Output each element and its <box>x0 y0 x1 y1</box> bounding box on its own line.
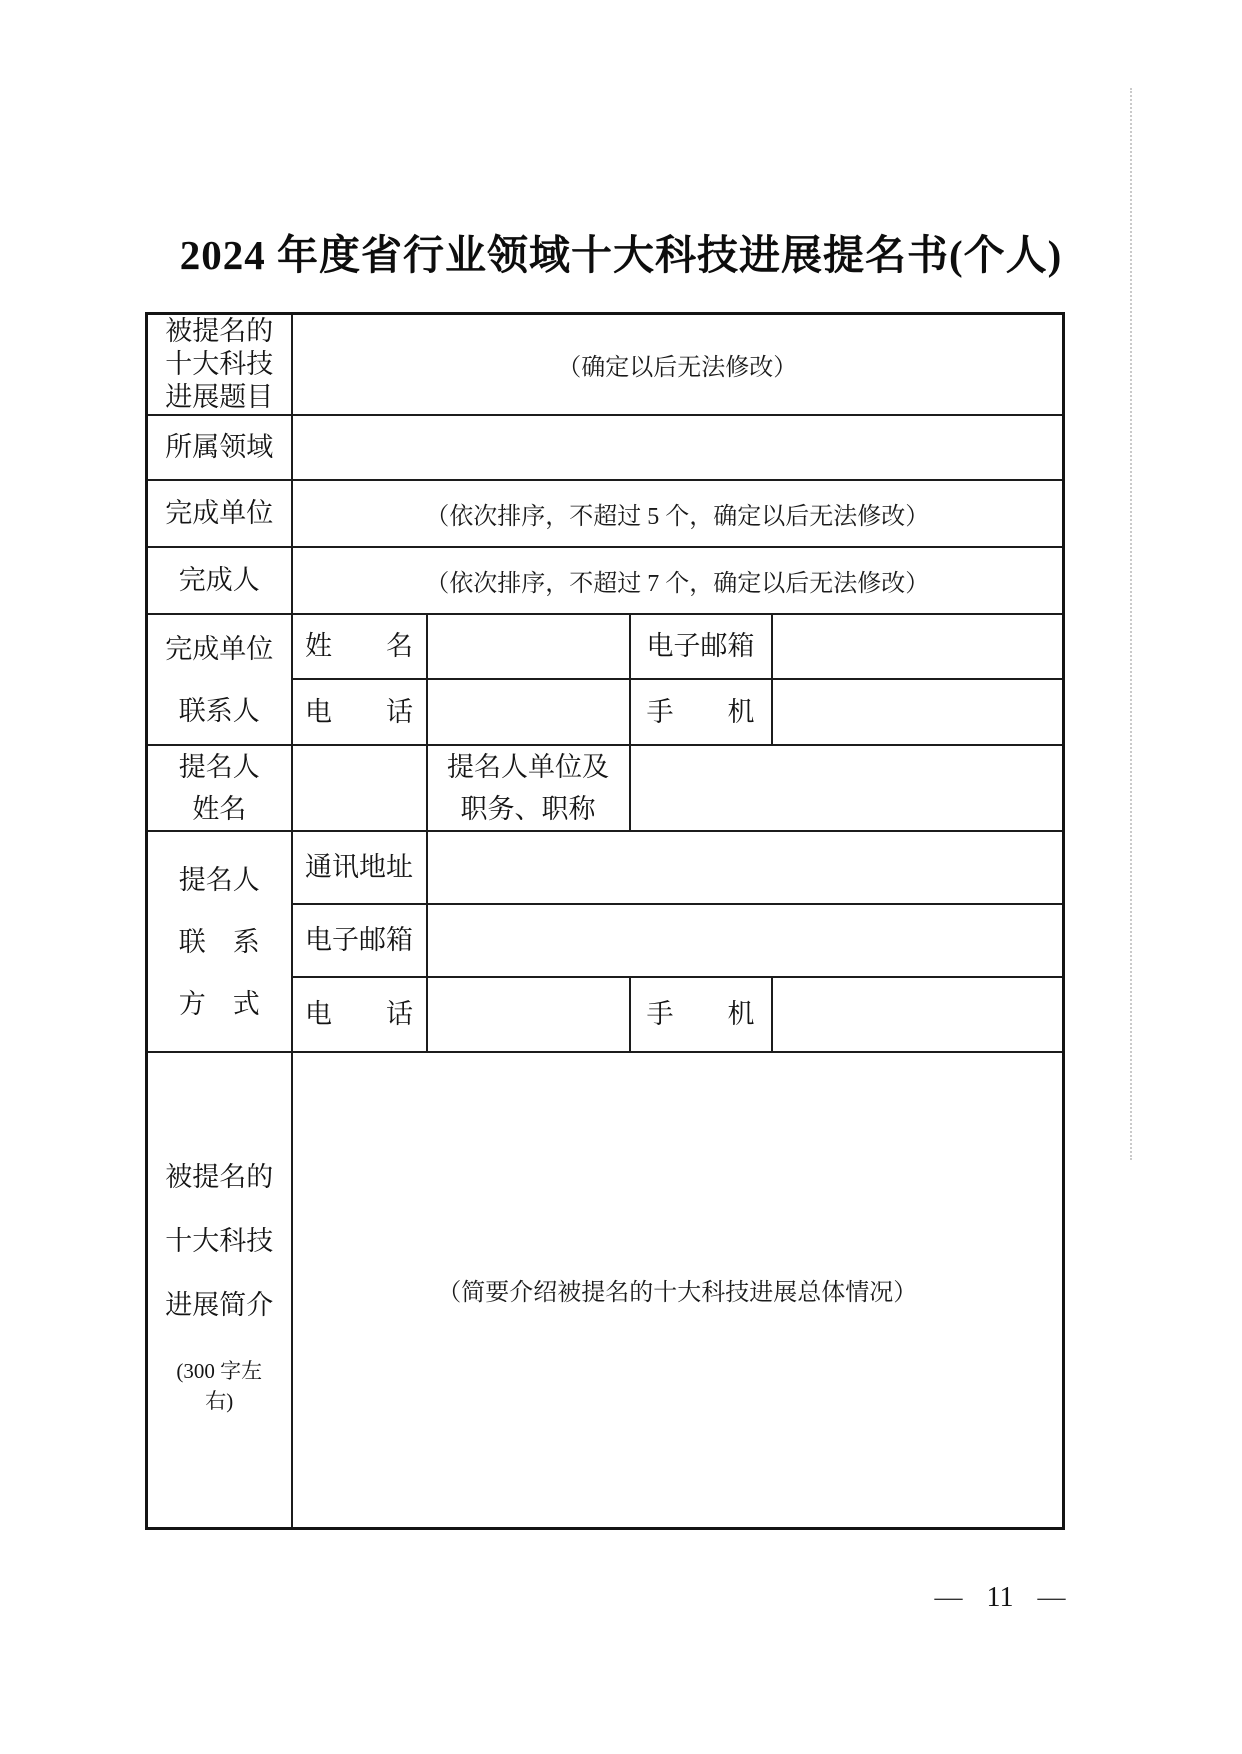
unit-contact-label: 完成单位 联系人 <box>147 614 292 745</box>
nomination-form-table <box>145 312 1065 1530</box>
completers-label: 完成人 <box>147 547 292 614</box>
progress-title-input-cell <box>292 314 1064 416</box>
unit-contact-phone-label: 电 话 <box>292 679 427 745</box>
nominator-mobile-label: 手 机 <box>630 977 772 1052</box>
nominator-email-input-cell <box>427 904 1064 977</box>
page-number <box>880 1582 1120 1614</box>
nominator-contact-label: 提名人 联 系 方 式 <box>147 831 292 1052</box>
completers-input-cell <box>292 547 1064 614</box>
completers-hint: （依次排序，不超过 7 个，确定以后无法修改） <box>425 571 930 597</box>
unit-contact-mobile-input-cell <box>772 679 1064 745</box>
completing-units-label: 完成单位 <box>147 480 292 547</box>
progress-intro-hint: （简要介绍被提名的十大科技进展总体情况） <box>437 1280 918 1307</box>
row-completing-units <box>147 480 1064 547</box>
completing-units-hint: （依次排序，不超过 5 个，确定以后无法修改） <box>425 504 930 530</box>
row-unit-contact-name <box>147 614 1064 679</box>
nominator-unit-position-input-cell <box>630 745 1064 831</box>
row-progress-intro <box>147 1052 1064 1528</box>
nominator-unit-position-label: 提名人单位及 职务、职称 <box>427 745 630 831</box>
progress-title-hint: （确定以后无法修改） <box>557 355 798 381</box>
unit-contact-mobile-label: 手 机 <box>630 679 772 745</box>
row-progress-title <box>147 314 1064 416</box>
scan-artifact-line <box>1130 88 1132 1160</box>
unit-contact-email-label: 电子邮箱 <box>630 614 772 679</box>
nominator-address-input-cell <box>427 831 1064 904</box>
row-completers <box>147 547 1064 614</box>
nominator-address-label: 通讯地址 <box>292 831 427 904</box>
page-title: 2024 年度省行业领域十大科技进展提名书(个人) <box>179 232 1063 278</box>
domain-label: 所属领域 <box>147 415 292 480</box>
nominator-name-input-cell <box>292 745 427 831</box>
progress-intro-label: 被提名的 十大科技 进展简介 (300 字左 右) <box>147 1052 292 1528</box>
nominator-phone-input-cell <box>427 977 630 1052</box>
completing-units-input-cell <box>292 480 1064 547</box>
row-nominator-address <box>147 831 1064 904</box>
nominator-email-label: 电子邮箱 <box>292 904 427 977</box>
nominator-mobile-input-cell <box>772 977 1064 1052</box>
page-number-value: 11 <box>986 1582 1014 1613</box>
unit-contact-name-label: 姓 名 <box>292 614 427 679</box>
nominator-phone-label: 电 话 <box>292 977 427 1052</box>
progress-intro-input-cell <box>292 1052 1064 1528</box>
unit-contact-phone-input-cell <box>427 679 630 745</box>
nominator-name-label: 提名人 姓名 <box>147 745 292 831</box>
progress-title-label: 被提名的 十大科技 进展题目 <box>147 314 292 416</box>
page-number-right-dash: — <box>1037 1582 1066 1613</box>
row-nominator-name <box>147 745 1064 831</box>
row-domain <box>147 415 1064 480</box>
domain-input-cell <box>292 415 1064 480</box>
page-number-left-dash: — <box>934 1582 963 1613</box>
unit-contact-name-input-cell <box>427 614 630 679</box>
unit-contact-email-input-cell <box>772 614 1064 679</box>
